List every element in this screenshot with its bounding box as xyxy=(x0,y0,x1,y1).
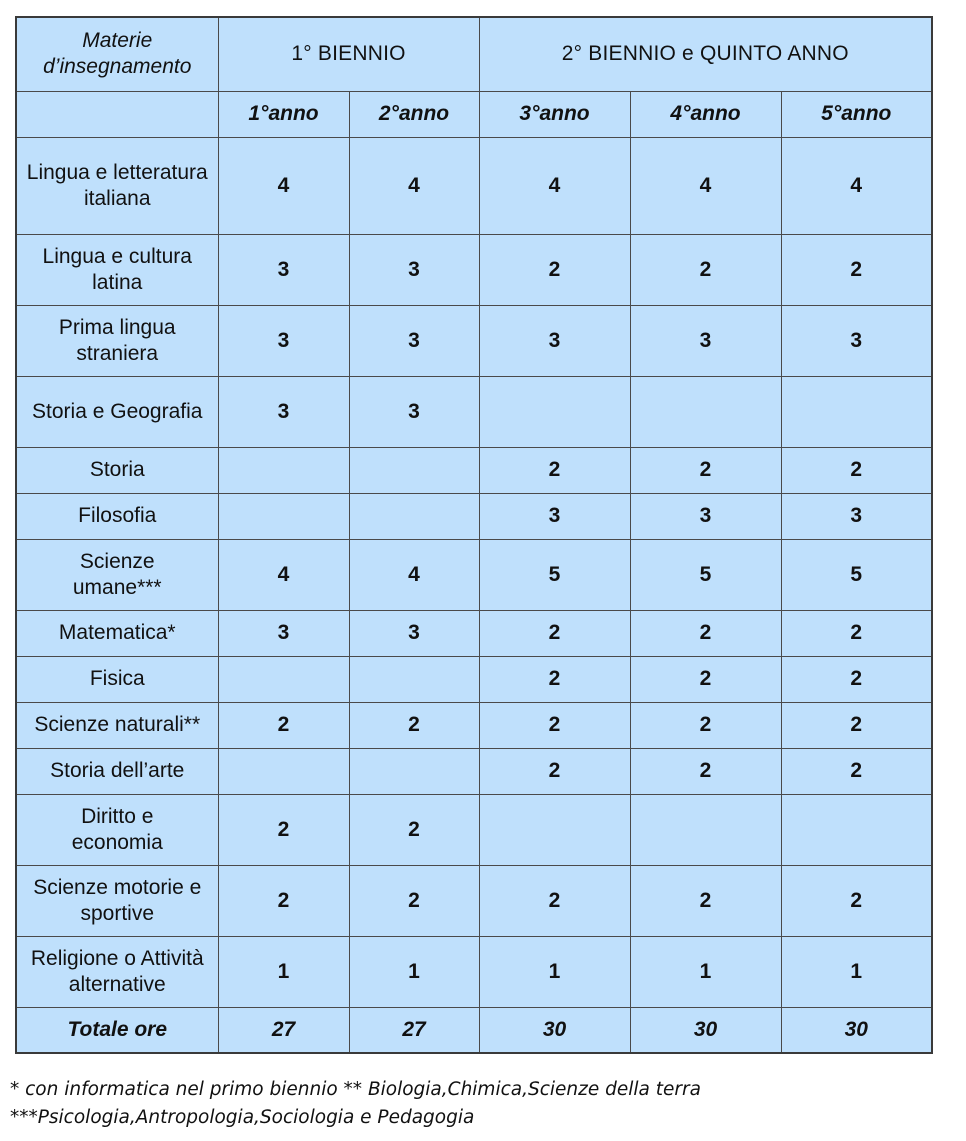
table-row xyxy=(16,305,932,376)
hours-cell: 5 xyxy=(630,539,781,610)
hours-cell xyxy=(218,493,349,539)
total-hours-cell: 27 xyxy=(218,1007,349,1053)
hours-cell: 2 xyxy=(630,656,781,702)
footnotes xyxy=(10,1076,950,1132)
year-header: 1°anno xyxy=(218,91,349,137)
hours-cell xyxy=(781,376,932,447)
hours-cell xyxy=(218,447,349,493)
hours-cell: 1 xyxy=(349,936,479,1007)
group-header-first-biennium: 1° BIENNIO xyxy=(218,17,479,91)
table-row xyxy=(16,447,932,493)
hours-cell: 3 xyxy=(630,493,781,539)
hours-cell: 3 xyxy=(349,610,479,656)
hours-cell: 4 xyxy=(479,137,630,234)
total-hours-cell: 30 xyxy=(781,1007,932,1053)
hours-cell: 3 xyxy=(479,305,630,376)
subject-cell: Fisica xyxy=(16,656,218,702)
hours-cell: 1 xyxy=(218,936,349,1007)
hours-cell: 2 xyxy=(781,865,932,936)
table-row xyxy=(16,865,932,936)
group-header-second-biennium: 2° BIENNIO e QUINTO ANNO xyxy=(479,17,932,91)
hours-cell: 2 xyxy=(630,234,781,305)
subject-cell: Lingua e cultura latina xyxy=(16,234,218,305)
year-header: 5°anno xyxy=(781,91,932,137)
hours-cell: 3 xyxy=(630,305,781,376)
hours-cell: 2 xyxy=(781,234,932,305)
year-header: 3°anno xyxy=(479,91,630,137)
hours-cell: 2 xyxy=(781,656,932,702)
hours-cell xyxy=(349,656,479,702)
hours-cell xyxy=(218,748,349,794)
hours-cell: 4 xyxy=(218,539,349,610)
hours-cell: 2 xyxy=(630,610,781,656)
table-row xyxy=(16,748,932,794)
year-header: 4°anno xyxy=(630,91,781,137)
subject-cell xyxy=(16,539,218,610)
total-label: Totale ore xyxy=(16,1007,218,1053)
hours-cell: 2 xyxy=(218,702,349,748)
table-row xyxy=(16,610,932,656)
hours-cell: 2 xyxy=(479,234,630,305)
table-row xyxy=(16,376,932,447)
total-row xyxy=(16,1007,932,1053)
hours-cell: 2 xyxy=(479,748,630,794)
subject-cell: Lingua e letteratura italiana xyxy=(16,137,218,234)
hours-cell: 2 xyxy=(479,447,630,493)
hours-cell: 1 xyxy=(479,936,630,1007)
hours-cell: 2 xyxy=(781,748,932,794)
hours-cell: 2 xyxy=(630,702,781,748)
subject-cell: Scienze naturali** xyxy=(16,702,218,748)
subject-cell xyxy=(16,794,218,865)
hours-cell: 2 xyxy=(479,865,630,936)
footnote-line: ***Psicologia,Antropologia,Sociologia e Pedagogia xyxy=(10,1107,475,1128)
subject-column-header xyxy=(16,17,218,91)
year-header-blank xyxy=(16,91,218,137)
hours-cell: 5 xyxy=(479,539,630,610)
hours-cell: 3 xyxy=(218,234,349,305)
hours-cell xyxy=(479,794,630,865)
hours-cell: 2 xyxy=(630,748,781,794)
hours-cell: 5 xyxy=(781,539,932,610)
table-row xyxy=(16,493,932,539)
timetable xyxy=(15,16,933,1054)
year-header: 2°anno xyxy=(349,91,479,137)
hours-cell: 3 xyxy=(218,305,349,376)
hours-cell: 3 xyxy=(781,493,932,539)
hours-cell xyxy=(479,376,630,447)
hours-cell: 2 xyxy=(479,610,630,656)
hours-cell: 2 xyxy=(781,702,932,748)
subject-column-header-text: Materie d’insegnamento xyxy=(43,29,192,79)
hours-cell: 2 xyxy=(630,865,781,936)
total-hours-cell: 30 xyxy=(479,1007,630,1053)
hours-cell: 3 xyxy=(218,376,349,447)
hours-cell: 2 xyxy=(781,610,932,656)
hours-cell: 4 xyxy=(218,137,349,234)
table-row xyxy=(16,794,932,865)
hours-cell xyxy=(781,794,932,865)
header-row xyxy=(16,17,932,91)
hours-cell: 2 xyxy=(349,865,479,936)
hours-cell: 4 xyxy=(349,539,479,610)
hours-cell xyxy=(630,376,781,447)
hours-cell: 3 xyxy=(479,493,630,539)
table-row xyxy=(16,539,932,610)
subject-cell: Storia xyxy=(16,447,218,493)
subject-cell: Matematica* xyxy=(16,610,218,656)
hours-cell: 3 xyxy=(781,305,932,376)
subject-cell: Storia e Geografia xyxy=(16,376,218,447)
hours-cell: 2 xyxy=(218,794,349,865)
hours-cell xyxy=(218,656,349,702)
table-row xyxy=(16,936,932,1007)
hours-cell: 4 xyxy=(630,137,781,234)
subject-cell: Storia dell’arte xyxy=(16,748,218,794)
hours-cell: 2 xyxy=(349,702,479,748)
total-hours-cell: 30 xyxy=(630,1007,781,1053)
hours-cell: 3 xyxy=(218,610,349,656)
hours-cell: 2 xyxy=(218,865,349,936)
table-row xyxy=(16,656,932,702)
hours-cell xyxy=(349,748,479,794)
hours-cell: 3 xyxy=(349,305,479,376)
table-row xyxy=(16,234,932,305)
hours-cell xyxy=(349,447,479,493)
total-hours-cell: 27 xyxy=(349,1007,479,1053)
year-header-row xyxy=(16,91,932,137)
hours-cell: 1 xyxy=(630,936,781,1007)
subject-cell: Filosofia xyxy=(16,493,218,539)
hours-cell: 3 xyxy=(349,376,479,447)
hours-cell: 2 xyxy=(479,702,630,748)
hours-cell: 1 xyxy=(781,936,932,1007)
hours-cell: 4 xyxy=(349,137,479,234)
subject-cell-text: Scienze umane*** xyxy=(72,549,162,599)
hours-cell: 2 xyxy=(479,656,630,702)
hours-cell xyxy=(349,493,479,539)
subject-cell: Scienze motorie e sportive xyxy=(16,865,218,936)
footnote-line: * con informatica nel primo biennio ** Biologia,Chimica,Scienze della terra xyxy=(10,1079,701,1100)
table-row xyxy=(16,137,932,234)
hours-cell: 2 xyxy=(349,794,479,865)
hours-cell: 2 xyxy=(630,447,781,493)
subject-cell-text: Diritto e economia xyxy=(71,804,163,854)
table-row xyxy=(16,702,932,748)
subject-cell xyxy=(16,936,218,1007)
hours-cell: 2 xyxy=(781,447,932,493)
hours-cell: 3 xyxy=(349,234,479,305)
hours-cell: 4 xyxy=(781,137,932,234)
subject-cell: Prima lingua straniera xyxy=(16,305,218,376)
hours-cell xyxy=(630,794,781,865)
subject-cell-text: Religione o Attività alternative xyxy=(30,946,204,996)
